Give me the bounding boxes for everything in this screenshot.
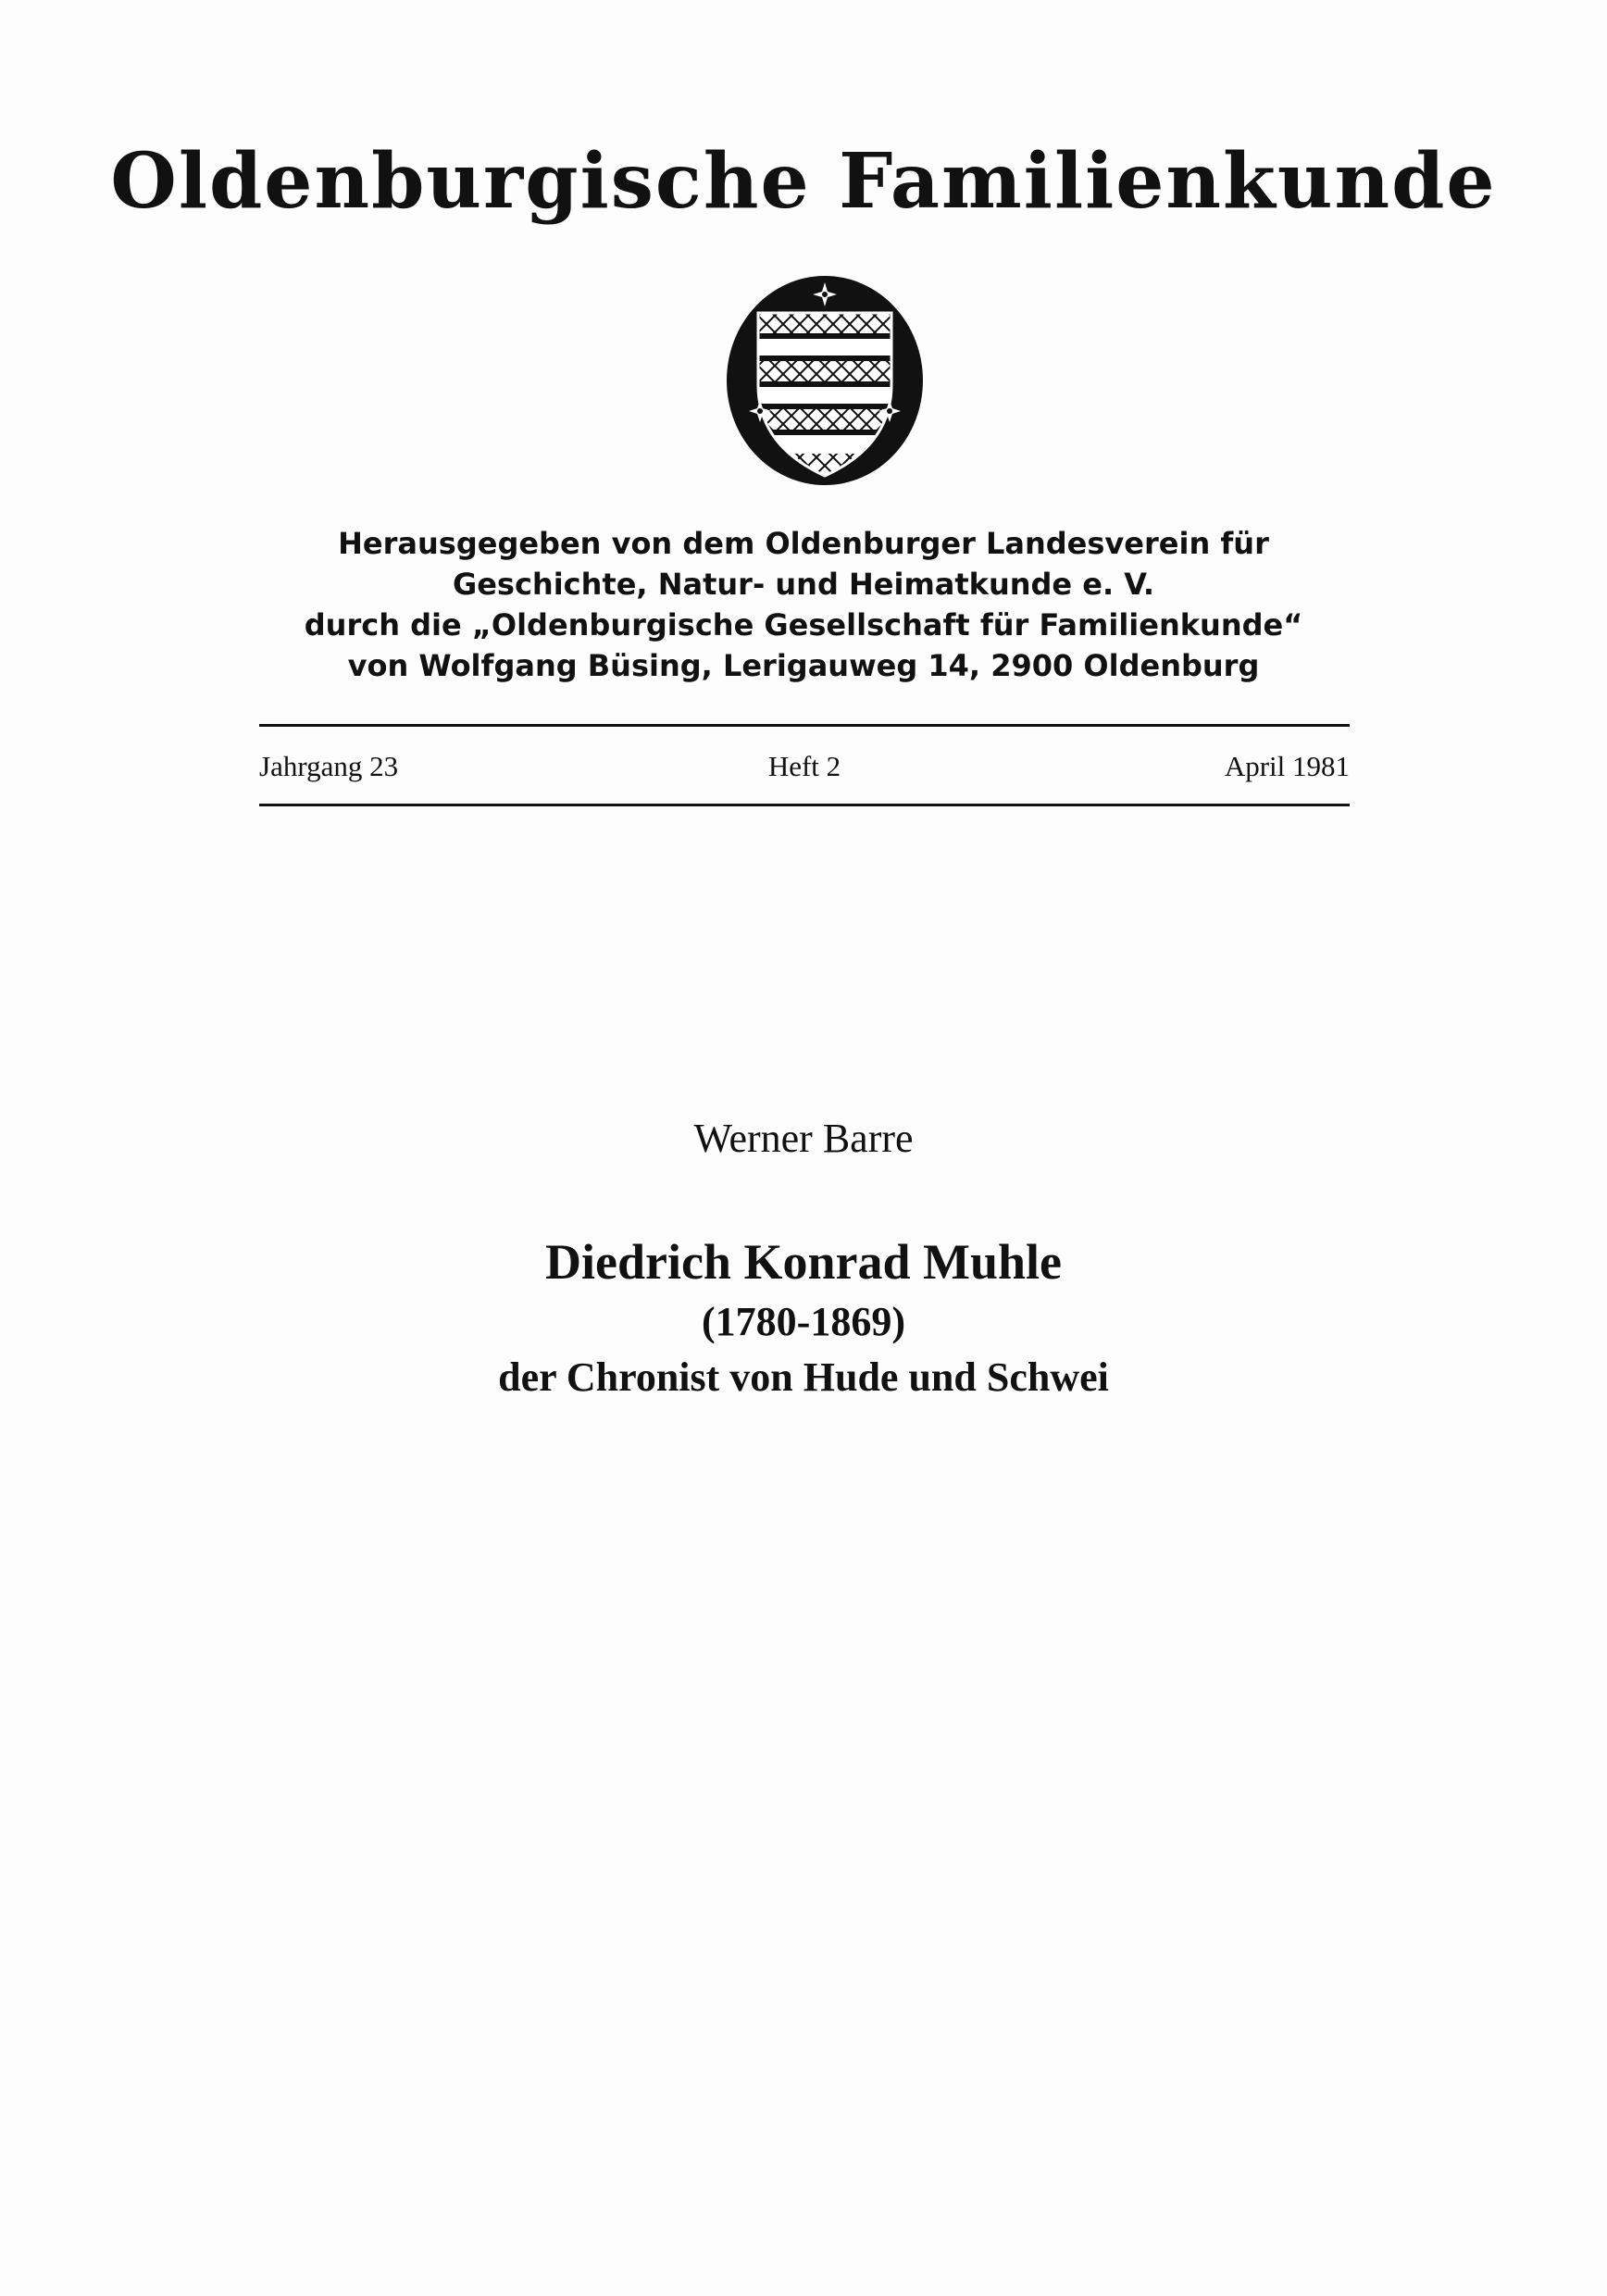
issue-info-row: [259, 748, 1350, 785]
volume-label: Jahrgang 23: [259, 750, 399, 782]
article-title-block: [0, 1229, 1607, 1405]
issue-number: Heft 2: [767, 750, 841, 782]
coat-of-arms-icon: [725, 274, 925, 487]
article-subtitle: der Chronist von Hude und Schwei: [498, 1354, 1109, 1400]
article-title: Diedrich Konrad Muhle: [544, 1234, 1062, 1290]
publisher-line: Geschichte, Natur- und Heimatkunde e. V.: [452, 567, 1155, 602]
article-author: Werner Barre: [693, 1116, 914, 1161]
publisher-line: von Wolfgang Büsing, Lerigauweg 14, 2900 Oldenburg: [347, 648, 1260, 683]
publisher-line: durch die „Oldenburgische Gesellschaft für Familienkunde“: [304, 607, 1303, 643]
journal-title: Oldenburgische Familienkunde: [110, 137, 1497, 226]
top-divider: [259, 724, 1350, 727]
bottom-divider: [259, 804, 1350, 806]
publisher-line: Herausgegeben von dem Oldenburger Landesverein für: [338, 526, 1269, 561]
article-years: (1780-1869): [702, 1299, 905, 1344]
publisher-block: [0, 523, 1607, 686]
issue-date: April 1981: [1224, 750, 1350, 782]
